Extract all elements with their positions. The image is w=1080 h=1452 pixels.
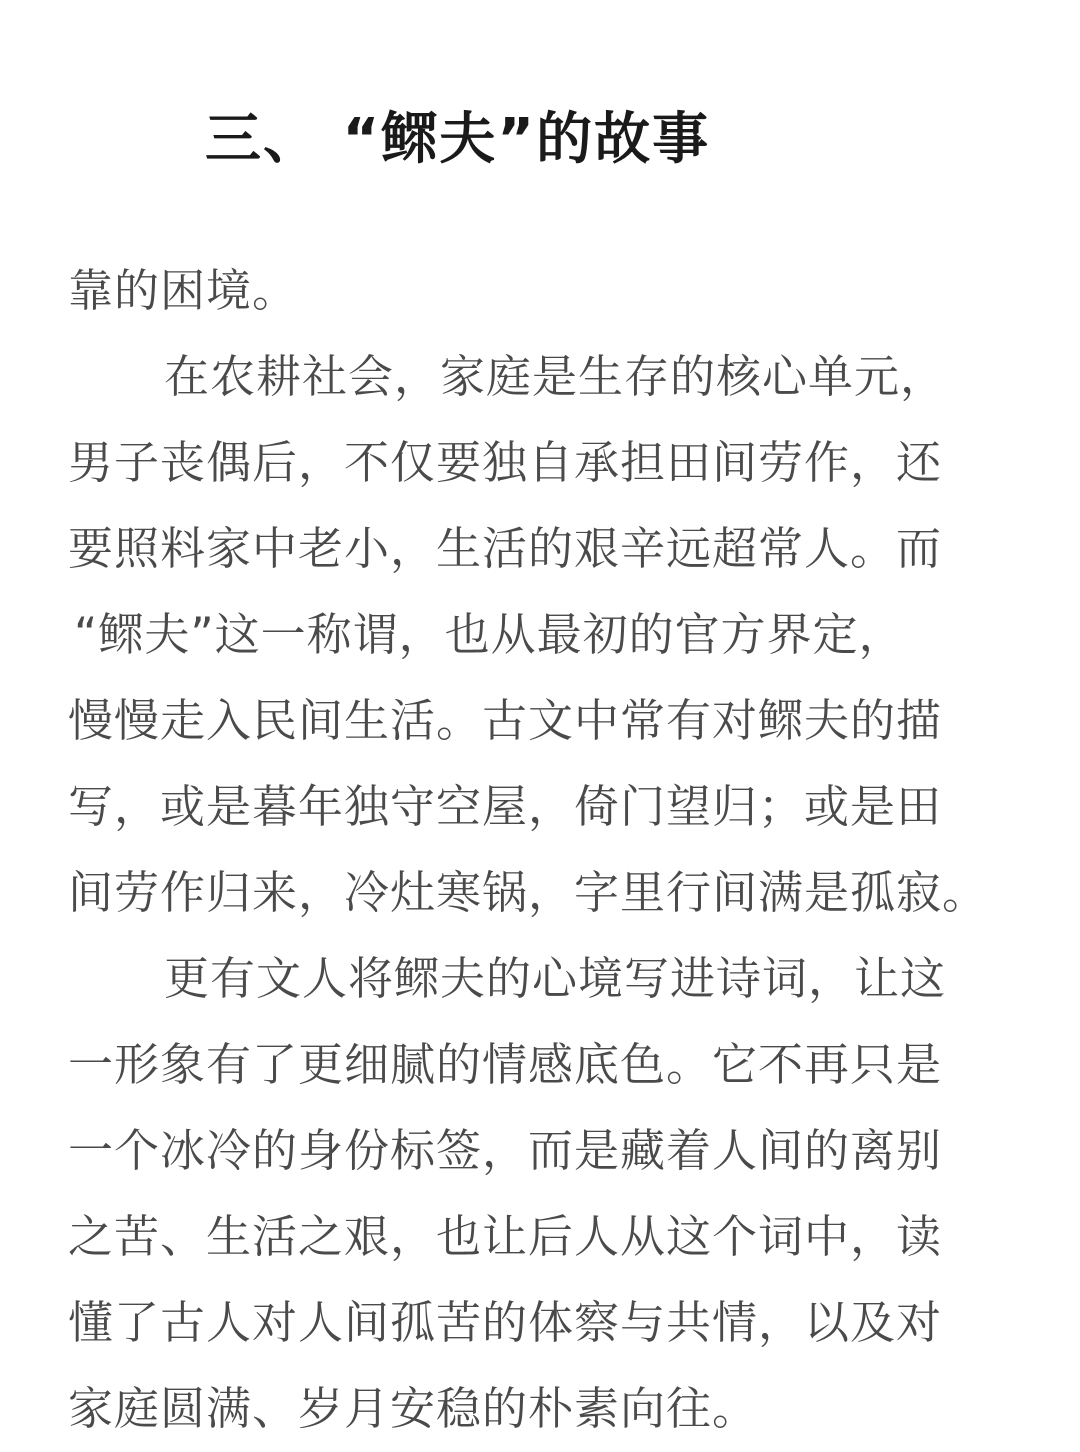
text-line: 靠的困境。	[68, 264, 299, 317]
text-line: 慢慢走入民间生活。古文中常有对鳏夫的描	[68, 694, 943, 747]
section-title: 三、 “鳏夫”的故事	[205, 107, 711, 172]
text-line: 写，或是暮年独守空屋，倚门望归；或是田	[68, 780, 943, 833]
paragraph-first-line: 更有文人将鳏夫的心境写进诗词，让这	[164, 952, 947, 1005]
text-line: 男子丧偶后，不仅要独自承担田间劳作，还	[68, 436, 943, 489]
text-line: 懂了古人对人间孤苦的体察与共情，以及对	[68, 1296, 943, 1349]
text-line: “鳏夫”这一称谓，也从最初的官方界定，	[74, 608, 905, 661]
text-line: 家庭圆满、岁月安稳的朴素向往。	[68, 1382, 759, 1435]
text-line: 之苦、生活之艰，也让后人从这个词中，读	[68, 1210, 943, 1263]
text-line: 要照料家中老小，生活的艰辛远超常人。而	[68, 522, 943, 575]
paragraph-first-line: 在农耕社会，家庭是生存的核心单元，	[164, 350, 947, 403]
text-line: 间劳作归来，冷灶寒锅，字里行间满是孤寂。	[68, 866, 989, 919]
text-line: 一形象有了更细腻的情感底色。它不再只是	[68, 1038, 943, 1091]
text-line: 一个冰冷的身份标签，而是藏着人间的离别	[68, 1124, 943, 1177]
body-text	[68, 248, 1028, 1452]
